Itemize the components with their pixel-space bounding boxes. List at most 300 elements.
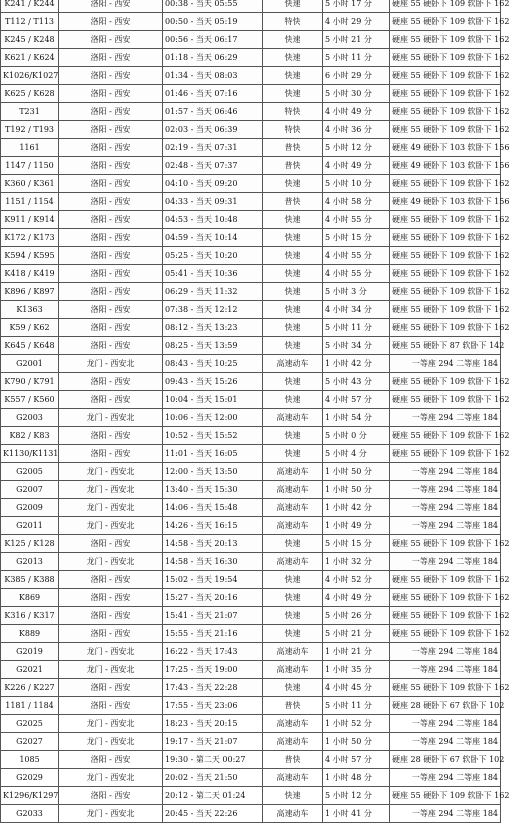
duration-cell: 1 小时 21 分 [323,643,390,661]
train-type-cell: 普快 [263,157,323,175]
duration-cell: 1 小时 49 分 [323,517,390,535]
train-number-cell: K172 / K173 [1,229,59,247]
price-cell: 硬座 55 硬卧下 109 软卧下 162 [390,427,501,445]
train-type-cell: 快速 [263,679,323,697]
route-cell: 洛阳 - 西安 [59,283,163,301]
train-number-cell: K889 [1,625,59,643]
route-cell: 洛阳 - 西安 [59,625,163,643]
route-cell: 洛阳 - 西安 [59,589,163,607]
time-cell: 17:25 - 当天 19:00 [163,661,263,679]
train-type-cell: 快速 [263,391,323,409]
train-type-cell: 快速 [263,445,323,463]
price-cell: 硬座 49 硬卧下 103 软卧下 156 [390,139,501,157]
train-type-cell: 快速 [263,229,323,247]
table-row [1,499,501,517]
train-type-cell: 快速 [263,427,323,445]
time-cell: 08:25 - 当天 13:59 [163,337,263,355]
time-cell: 05:41 - 当天 10:36 [163,265,263,283]
time-cell: 15:27 - 当天 20:16 [163,589,263,607]
duration-cell: 4 小时 49 分 [323,157,390,175]
time-cell: 10:06 - 当天 12:00 [163,409,263,427]
time-cell: 06:29 - 当天 11:32 [163,283,263,301]
time-cell: 14:58 - 当天 20:13 [163,535,263,553]
table-row [1,121,501,139]
time-cell: 15:41 - 当天 21:07 [163,607,263,625]
table-row [1,139,501,157]
route-cell: 洛阳 - 西安 [59,0,163,13]
table-row [1,571,501,589]
duration-cell: 5 小时 30 分 [323,85,390,103]
route-cell: 洛阳 - 西安 [59,67,163,85]
price-cell: 一等座 294 二等座 184 [390,553,501,571]
price-cell: 硬座 55 硬卧下 109 软卧下 162 [390,103,501,121]
train-type-cell: 快速 [263,535,323,553]
price-cell: 硬座 55 硬卧下 109 软卧下 162 [390,0,501,13]
train-type-cell: 高速动车 [263,553,323,571]
train-type-cell: 快速 [263,319,323,337]
time-cell: 00:38 - 当天 05:55 [163,0,263,13]
time-cell: 12:00 - 当天 13:50 [163,463,263,481]
train-type-cell: 快速 [263,49,323,67]
train-type-cell: 高速动车 [263,715,323,733]
price-cell: 硬座 55 硬卧下 109 软卧下 162 [390,607,501,625]
route-cell: 龙门 - 西安北 [59,769,163,787]
route-cell: 洛阳 - 西安 [59,697,163,715]
train-number-cell: G2005 [1,463,59,481]
route-cell: 洛阳 - 西安 [59,337,163,355]
duration-cell: 5 小时 10 分 [323,175,390,193]
duration-cell: 4 小时 49 分 [323,589,390,607]
time-cell: 04:33 - 当天 09:31 [163,193,263,211]
price-cell: 硬座 55 硬卧下 109 软卧下 162 [390,31,501,49]
train-type-cell: 高速动车 [263,409,323,427]
route-cell: 洛阳 - 西安 [59,427,163,445]
route-cell: 洛阳 - 西安 [59,247,163,265]
price-cell: 硬座 55 硬卧下 109 软卧下 162 [390,445,501,463]
train-type-cell: 快速 [263,589,323,607]
duration-cell: 4 小时 45 分 [323,679,390,697]
price-cell: 硬座 55 硬卧下 109 软卧下 162 [390,625,501,643]
table-row [1,13,501,31]
table-row [1,193,501,211]
train-number-cell: T112 / T113 [1,13,59,31]
time-cell: 08:43 - 当天 10:25 [163,355,263,373]
price-cell: 硬座 55 硬卧下 109 软卧下 162 [390,589,501,607]
train-number-cell: K869 [1,589,59,607]
train-number-cell: T231 [1,103,59,121]
train-number-cell: G2007 [1,481,59,499]
time-cell: 04:10 - 当天 09:20 [163,175,263,193]
table-row [1,769,501,787]
train-type-cell: 高速动车 [263,769,323,787]
price-cell: 硬座 55 硬卧下 109 软卧下 162 [390,67,501,85]
table-row [1,67,501,85]
price-cell: 硬座 55 硬卧下 109 软卧下 162 [390,679,501,697]
table-row [1,319,501,337]
train-type-cell: 快速 [263,787,323,805]
route-cell: 洛阳 - 西安 [59,175,163,193]
train-number-cell: K645 / K648 [1,337,59,355]
duration-cell: 5 小时 21 分 [323,31,390,49]
duration-cell: 5 小时 26 分 [323,607,390,625]
table-row [1,679,501,697]
table-row [1,301,501,319]
train-number-cell: 1085 [1,751,59,769]
table-row [1,283,501,301]
route-cell: 洛阳 - 西安 [59,157,163,175]
duration-cell: 5 小时 15 分 [323,229,390,247]
train-type-cell: 快速 [263,85,323,103]
route-cell: 龙门 - 西安北 [59,481,163,499]
route-cell: 洛阳 - 西安 [59,679,163,697]
price-cell: 硬座 55 硬卧下 109 软卧下 162 [390,301,501,319]
time-cell: 09:43 - 当天 15:26 [163,373,263,391]
table-row [1,805,501,823]
table-row [1,715,501,733]
route-cell: 洛阳 - 西安 [59,751,163,769]
route-cell: 龙门 - 西安北 [59,517,163,535]
price-cell: 硬座 55 硬卧下 109 软卧下 162 [390,229,501,247]
price-cell: 硬座 55 硬卧下 109 软卧下 162 [390,175,501,193]
time-cell: 07:38 - 当天 12:12 [163,301,263,319]
train-number-cell: T192 / T193 [1,121,59,139]
route-cell: 龙门 - 西安北 [59,715,163,733]
duration-cell: 5 小时 11 分 [323,697,390,715]
duration-cell: 1 小时 54 分 [323,409,390,427]
duration-cell: 5 小时 15 分 [323,535,390,553]
duration-cell: 5 小时 34 分 [323,337,390,355]
time-cell: 00:56 - 当天 06:17 [163,31,263,49]
table-row [1,247,501,265]
duration-cell: 4 小时 34 分 [323,301,390,319]
train-type-cell: 快速 [263,571,323,589]
price-cell: 硬座 55 硬卧下 109 软卧下 162 [390,121,501,139]
train-number-cell: K385 / K388 [1,571,59,589]
train-type-cell: 普快 [263,139,323,157]
table-row [1,211,501,229]
time-cell: 20:45 - 当天 22:26 [163,805,263,823]
table-row [1,589,501,607]
price-cell: 一等座 294 二等座 184 [390,409,501,427]
time-cell: 11:01 - 当天 16:05 [163,445,263,463]
route-cell: 洛阳 - 西安 [59,49,163,67]
duration-cell: 1 小时 50 分 [323,733,390,751]
train-number-cell: G2033 [1,805,59,823]
train-type-cell: 特快 [263,13,323,31]
train-type-cell: 快速 [263,31,323,49]
train-number-cell: K418 / K419 [1,265,59,283]
route-cell: 洛阳 - 西安 [59,445,163,463]
duration-cell: 5 小时 12 分 [323,787,390,805]
route-cell: 洛阳 - 西安 [59,301,163,319]
duration-cell: 4 小时 55 分 [323,211,390,229]
table-row [1,391,501,409]
price-cell: 硬座 55 硬卧下 109 软卧下 162 [390,13,501,31]
duration-cell: 4 小时 29 分 [323,13,390,31]
price-cell: 一等座 294 二等座 184 [390,499,501,517]
train-number-cell: G2025 [1,715,59,733]
time-cell: 19:30 - 第二天 00:27 [163,751,263,769]
train-type-cell: 普快 [263,193,323,211]
time-cell: 19:17 - 当天 21:07 [163,733,263,751]
train-number-cell: K790 / K791 [1,373,59,391]
price-cell: 硬座 49 硬卧下 103 软卧下 156 [390,193,501,211]
time-cell: 17:55 - 当天 23:06 [163,697,263,715]
duration-cell: 4 小时 57 分 [323,751,390,769]
duration-cell: 1 小时 42 分 [323,499,390,517]
train-number-cell: K625 / K628 [1,85,59,103]
time-cell: 14:58 - 当天 16:30 [163,553,263,571]
duration-cell: 5 小时 12 分 [323,139,390,157]
train-number-cell: K245 / K248 [1,31,59,49]
train-type-cell: 快速 [263,301,323,319]
time-cell: 14:06 - 当天 15:48 [163,499,263,517]
train-type-cell: 快速 [263,0,323,13]
duration-cell: 1 小时 50 分 [323,481,390,499]
train-number-cell: K621 / K624 [1,49,59,67]
train-number-cell: K241 / K244 [1,0,59,13]
price-cell: 硬座 55 硬卧下 109 软卧下 162 [390,535,501,553]
route-cell: 龙门 - 西安北 [59,661,163,679]
duration-cell: 5 小时 11 分 [323,49,390,67]
price-cell: 硬座 55 硬卧下 109 软卧下 162 [390,49,501,67]
route-cell: 洛阳 - 西安 [59,211,163,229]
route-cell: 洛阳 - 西安 [59,13,163,31]
route-cell: 洛阳 - 西安 [59,535,163,553]
table-row [1,0,501,13]
table-row [1,85,501,103]
price-cell: 硬座 55 硬卧下 109 软卧下 162 [390,391,501,409]
train-number-cell: G2021 [1,661,59,679]
time-cell: 02:48 - 当天 07:37 [163,157,263,175]
table-row [1,49,501,67]
train-type-cell: 快速 [263,607,323,625]
train-number-cell: 1181 / 1184 [1,697,59,715]
route-cell: 洛阳 - 西安 [59,787,163,805]
price-cell: 硬座 28 硬卧下 67 软卧下 102 [390,751,501,769]
time-cell: 16:22 - 当天 17:43 [163,643,263,661]
train-number-cell: G2003 [1,409,59,427]
price-cell: 硬座 55 硬卧下 109 软卧下 162 [390,265,501,283]
route-cell: 洛阳 - 西安 [59,391,163,409]
route-cell: 洛阳 - 西安 [59,31,163,49]
table-row [1,607,501,625]
train-type-cell: 高速动车 [263,643,323,661]
route-cell: 洛阳 - 西安 [59,103,163,121]
time-cell: 02:19 - 当天 07:31 [163,139,263,157]
time-cell: 08:12 - 当天 13:23 [163,319,263,337]
table-row [1,373,501,391]
route-cell: 洛阳 - 西安 [59,607,163,625]
table-row [1,553,501,571]
time-cell: 02:03 - 当天 06:39 [163,121,263,139]
price-cell: 一等座 294 二等座 184 [390,481,501,499]
price-cell: 硬座 55 硬卧下 109 软卧下 162 [390,211,501,229]
table-row [1,229,501,247]
train-type-cell: 高速动车 [263,463,323,481]
train-type-cell: 快速 [263,373,323,391]
duration-cell: 4 小时 55 分 [323,247,390,265]
train-type-cell: 高速动车 [263,499,323,517]
duration-cell: 4 小时 55 分 [323,265,390,283]
price-cell: 一等座 294 二等座 184 [390,643,501,661]
duration-cell: 5 小时 43 分 [323,373,390,391]
train-number-cell: 1147 / 1150 [1,157,59,175]
table-row [1,409,501,427]
table-row [1,157,501,175]
train-type-cell: 快速 [263,247,323,265]
train-type-cell: 快速 [263,337,323,355]
train-type-cell: 快速 [263,67,323,85]
train-type-cell: 快速 [263,625,323,643]
train-number-cell: G2029 [1,769,59,787]
train-type-cell: 高速动车 [263,355,323,373]
table-row [1,517,501,535]
route-cell: 龙门 - 西安北 [59,463,163,481]
price-cell: 一等座 294 二等座 184 [390,733,501,751]
table-row [1,103,501,121]
price-cell: 硬座 55 硬卧下 109 软卧下 162 [390,85,501,103]
time-cell: 20:12 - 第二天 01:24 [163,787,263,805]
price-cell: 硬座 55 硬卧下 109 软卧下 162 [390,571,501,589]
duration-cell: 1 小时 35 分 [323,661,390,679]
duration-cell: 1 小时 42 分 [323,355,390,373]
duration-cell: 6 小时 29 分 [323,67,390,85]
train-type-cell: 普快 [263,751,323,769]
time-cell: 05:25 - 当天 10:20 [163,247,263,265]
train-number-cell: 1161 [1,139,59,157]
duration-cell: 4 小时 36 分 [323,121,390,139]
table-row [1,427,501,445]
train-number-cell: K911 / K914 [1,211,59,229]
train-number-cell: K82 / K83 [1,427,59,445]
price-cell: 硬座 55 硬卧下 109 软卧下 162 [390,319,501,337]
train-type-cell: 快速 [263,265,323,283]
route-cell: 龙门 - 西安北 [59,499,163,517]
time-cell: 04:59 - 当天 10:14 [163,229,263,247]
train-number-cell: K125 / K128 [1,535,59,553]
table-row [1,697,501,715]
train-number-cell: G2013 [1,553,59,571]
train-type-cell: 快速 [263,175,323,193]
price-cell: 硬座 55 硬卧下 109 软卧下 162 [390,787,501,805]
route-cell: 洛阳 - 西安 [59,319,163,337]
price-cell: 硬座 28 硬卧下 67 软卧下 102 [390,697,501,715]
time-cell: 20:02 - 当天 21:50 [163,769,263,787]
price-cell: 一等座 294 二等座 184 [390,463,501,481]
time-cell: 01:46 - 当天 07:16 [163,85,263,103]
route-cell: 龙门 - 西安北 [59,805,163,823]
duration-cell: 5 小时 21 分 [323,625,390,643]
duration-cell: 1 小时 32 分 [323,553,390,571]
price-cell: 硬座 55 硬卧下 109 软卧下 162 [390,283,501,301]
route-cell: 洛阳 - 西安 [59,571,163,589]
duration-cell: 5 小时 0 分 [323,427,390,445]
table-row [1,751,501,769]
time-cell: 18:23 - 当天 20:15 [163,715,263,733]
duration-cell: 5 小时 11 分 [323,319,390,337]
time-cell: 01:34 - 当天 08:03 [163,67,263,85]
duration-cell: 1 小时 52 分 [323,715,390,733]
train-number-cell: K557 / K560 [1,391,59,409]
table-row [1,535,501,553]
duration-cell: 4 小时 57 分 [323,391,390,409]
table-row [1,355,501,373]
route-cell: 洛阳 - 西安 [59,229,163,247]
train-number-cell: G2001 [1,355,59,373]
table-row [1,265,501,283]
train-number-cell: 1151 / 1154 [1,193,59,211]
table-row [1,31,501,49]
train-number-cell: K896 / K897 [1,283,59,301]
price-cell: 硬座 55 硬卧下 87 软卧下 142 [390,337,501,355]
train-type-cell: 普快 [263,697,323,715]
time-cell: 01:57 - 当天 06:46 [163,103,263,121]
train-type-cell: 高速动车 [263,661,323,679]
train-number-cell: K59 / K62 [1,319,59,337]
price-cell: 硬座 55 硬卧下 109 软卧下 162 [390,373,501,391]
price-cell: 一等座 294 二等座 184 [390,355,501,373]
table-row [1,733,501,751]
table-row [1,175,501,193]
train-type-cell: 特快 [263,121,323,139]
train-type-cell: 特快 [263,103,323,121]
time-cell: 15:02 - 当天 19:54 [163,571,263,589]
time-cell: 13:40 - 当天 15:30 [163,481,263,499]
time-cell: 04:53 - 当天 10:48 [163,211,263,229]
train-type-cell: 快速 [263,283,323,301]
time-cell: 14:26 - 当天 16:15 [163,517,263,535]
train-type-cell: 高速动车 [263,805,323,823]
duration-cell: 4 小时 49 分 [323,103,390,121]
train-number-cell: K1026/K1027 [1,67,59,85]
route-cell: 龙门 - 西安北 [59,355,163,373]
route-cell: 龙门 - 西安北 [59,643,163,661]
price-cell: 一等座 294 二等座 184 [390,517,501,535]
train-number-cell: K1130/K1131 [1,445,59,463]
route-cell: 龙门 - 西安北 [59,733,163,751]
table-row [1,625,501,643]
price-cell: 硬座 55 硬卧下 109 软卧下 162 [390,247,501,265]
duration-cell: 5 小时 17 分 [323,0,390,13]
timetable-body [1,0,509,823]
train-number-cell: G2009 [1,499,59,517]
price-cell: 一等座 294 二等座 184 [390,715,501,733]
train-number-cell: K1296/K1297 [1,787,59,805]
route-cell: 龙门 - 西安北 [59,409,163,427]
time-cell: 10:04 - 当天 15:01 [163,391,263,409]
train-number-cell: K226 / K227 [1,679,59,697]
route-cell: 洛阳 - 西安 [59,121,163,139]
route-cell: 龙门 - 西安北 [59,553,163,571]
time-cell: 17:43 - 当天 22:28 [163,679,263,697]
price-cell: 一等座 294 二等座 184 [390,769,501,787]
table-row [1,481,501,499]
table-row [1,661,501,679]
table-row [1,643,501,661]
price-cell: 一等座 294 二等座 184 [390,661,501,679]
train-type-cell: 快速 [263,211,323,229]
time-cell: 00:50 - 当天 05:19 [163,13,263,31]
table-row [1,463,501,481]
time-cell: 10:52 - 当天 15:52 [163,427,263,445]
train-number-cell: K360 / K361 [1,175,59,193]
duration-cell: 5 小时 4 分 [323,445,390,463]
train-type-cell: 高速动车 [263,733,323,751]
train-number-cell: K1363 [1,301,59,319]
table-row [1,337,501,355]
duration-cell: 1 小时 48 分 [323,769,390,787]
